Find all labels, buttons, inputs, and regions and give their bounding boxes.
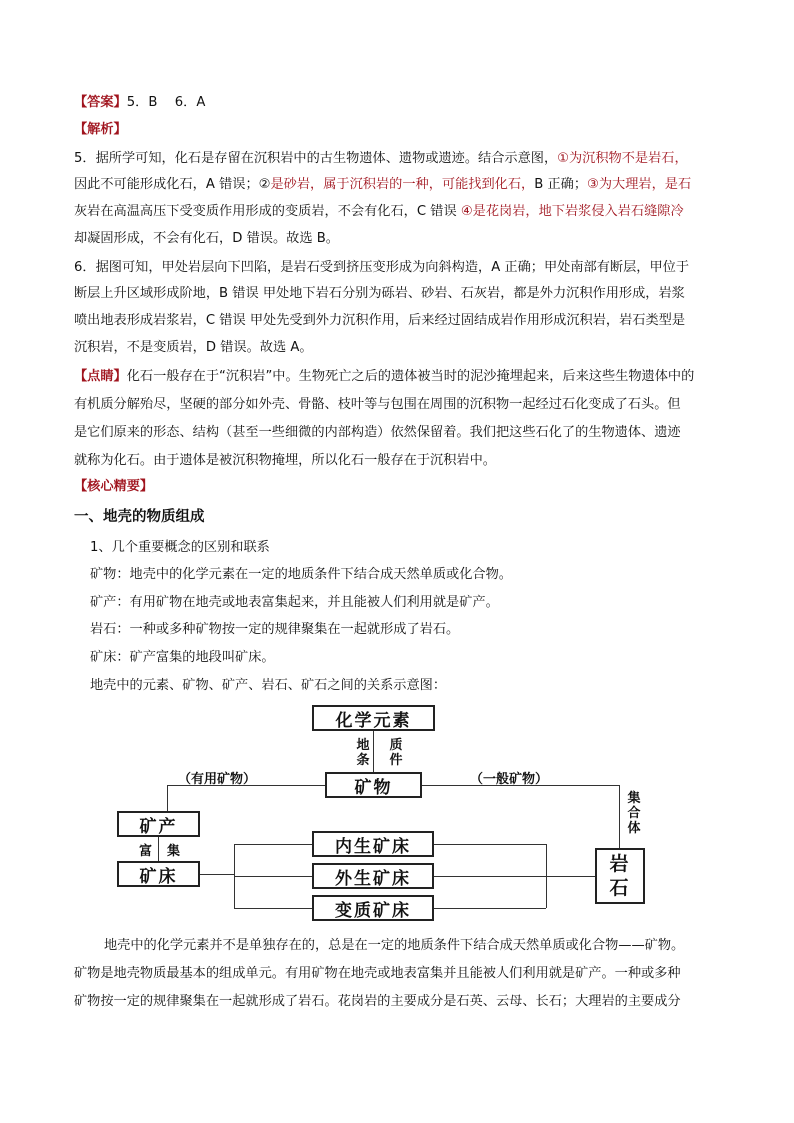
q5-line-3: [74, 202, 684, 222]
bracket-left-mid: [234, 876, 312, 877]
q5-line-1: [74, 149, 688, 169]
q6-line-2: 断层上升区域形成阶地，B 错误 甲处地下岩石分别为砾岩、砂岩、石灰岩，都是外力沉积作用形成，岩浆: [74, 286, 685, 301]
concept-mineral: 矿物：地壳中的化学元素在一定的地质条件下结合成天然单质或化合物。: [90, 567, 512, 582]
connector-resource-deposit: [158, 837, 159, 861]
box-mineral: 矿物: [325, 772, 422, 798]
concept-deposit: 矿床：矿产富集的地段叫矿床。: [90, 650, 275, 665]
label-geo-text: 地条: [356, 738, 370, 768]
q5-text: 灰岩在高温高压下受变质作用形成的变质岩，不会有化石，C 错误: [74, 204, 461, 219]
connector-mineral-resource-down: [167, 785, 168, 811]
bracket-right-top: [434, 844, 546, 845]
label-aggregate: 集合体: [627, 791, 641, 836]
q5-line-4: 却凝固形成，不会有化石，D 错误。故选 B。: [74, 231, 339, 246]
connector-deposit-bracket: [200, 874, 234, 875]
answer-line: [74, 93, 205, 113]
concepts-title: 1、几个重要概念的区别和联系: [90, 540, 270, 555]
rock-char-2: 石: [609, 877, 631, 899]
q5-text: B 正确；: [534, 177, 588, 192]
q6-line-3: 喷出地表形成岩浆岩，C 错误 甲处先受到外力沉积作用，后来经过固结成岩作用形成沉积岩，岩石类型是: [74, 313, 686, 328]
label-conditions-text: 质件: [389, 738, 403, 768]
tip-line-3: 是它们原来的形态、结构（甚至一些细微的内部构造）依然保留着。我们把这些石化了的生物遗体、遗迹: [74, 425, 681, 440]
label-geo: [356, 738, 370, 768]
connector-mineral-rock-down: [619, 785, 620, 848]
q5-highlight: ④是花岗岩，地下岩浆侵入岩石缝隙冷: [460, 204, 684, 219]
answer-tag: 【答案】: [74, 95, 127, 110]
para-line-1: 地壳中的化学元素并不是单独存在的，总是在一定的地质条件下结合成天然单质或化合物——矿物。: [104, 938, 685, 953]
concept-rock: 岩石：一种或多种矿物按一定的规律聚集在一起就形成了岩石。: [90, 622, 460, 637]
concept-mineral-resource: 矿产：有用矿物在地壳或地表富集起来，并且能被人们利用就是矿产。: [90, 595, 499, 610]
tip-text: 化石一般存在于“沉积岩”中。生物死亡之后的遗体被当时的泥沙掩埋起来，后来这些生物遗体中的: [126, 369, 695, 384]
box-exogenic-deposit: 外生矿床: [312, 863, 434, 889]
label-enrich-2: 集: [167, 844, 181, 859]
tip-line-2: 有机质分解殆尽，坚硬的部分如外壳、骨骼、枝叶等与包围在周围的沉积物一起经过石化变成了石头。但: [74, 397, 681, 412]
para-line-3: 矿物按一定的规律聚集在一起就形成了岩石。花岗岩的主要成分是石英、云母、长石；大理岩的主要成分: [74, 994, 681, 1009]
q5-highlight: 是砂岩，属于沉积岩的一种，可能找到化石，: [270, 177, 535, 192]
bracket-right-mid: [434, 876, 546, 877]
box-mineral-resource: 矿产: [117, 811, 200, 837]
box-endogenic-deposit: 内生矿床: [312, 831, 434, 857]
q6-line-4: 沉积岩，不是变质岩，D 错误。故选 A。: [74, 340, 313, 355]
label-enrich-1: 富: [139, 844, 153, 859]
connector-bracket-rock: [546, 876, 595, 877]
answer-text: 5．B 6．A: [126, 95, 206, 110]
bracket-right-bottom: [434, 908, 546, 909]
q6-line-1: 6．据图可知，甲处岩层向下凹陷，是岩石受到挤压变形成为向斜构造，A 正确；甲处南部有断层，甲位于: [74, 260, 690, 275]
label-useful-mineral: （有用矿物）: [178, 772, 257, 787]
label-conditions: [389, 738, 403, 768]
q5-text: 因此不可能形成化石，A 错误；②: [74, 177, 271, 192]
box-metamorphic-deposit: 变质矿床: [312, 895, 434, 921]
q5-text: 5．据所学可知，化石是存留在沉积岩中的古生物遗体、遗物或遗迹。结合示意图，: [74, 151, 558, 166]
para-line-2: 矿物是地壳物质最基本的组成单元。有用矿物在地壳或地表富集并且能被人们利用就是矿产。一种或多种: [74, 966, 681, 981]
connector-element-mineral: [373, 731, 374, 772]
box-chemical-element: 化学元素: [312, 705, 435, 731]
core-tag: 【核心精要】: [74, 479, 154, 494]
section-heading: 一、地壳的物质组成: [74, 509, 205, 525]
tip-line-1: [74, 367, 694, 387]
box-rock: [595, 848, 645, 904]
q5-line-2: [74, 175, 691, 195]
bracket-left-top: [234, 844, 312, 845]
tip-line-4: 就称为化石。由于遗体是被沉积物掩埋，所以化石一般存在于沉积岩中。: [74, 453, 496, 468]
rock-char-1: 岩: [609, 853, 631, 875]
q5-highlight: ③为大理岩，是石: [587, 177, 692, 192]
box-deposit: 矿床: [117, 861, 200, 887]
diagram-caption: 地壳中的元素、矿物、矿产、岩石、矿石之间的关系示意图：: [90, 678, 447, 693]
bracket-left-bottom: [234, 908, 312, 909]
label-general-mineral: （一般矿物）: [470, 772, 549, 787]
tip-tag: 【点睛】: [74, 369, 127, 384]
q5-highlight: ①为沉积物不是岩石，: [557, 151, 688, 166]
analysis-tag: 【解析】: [74, 122, 127, 137]
